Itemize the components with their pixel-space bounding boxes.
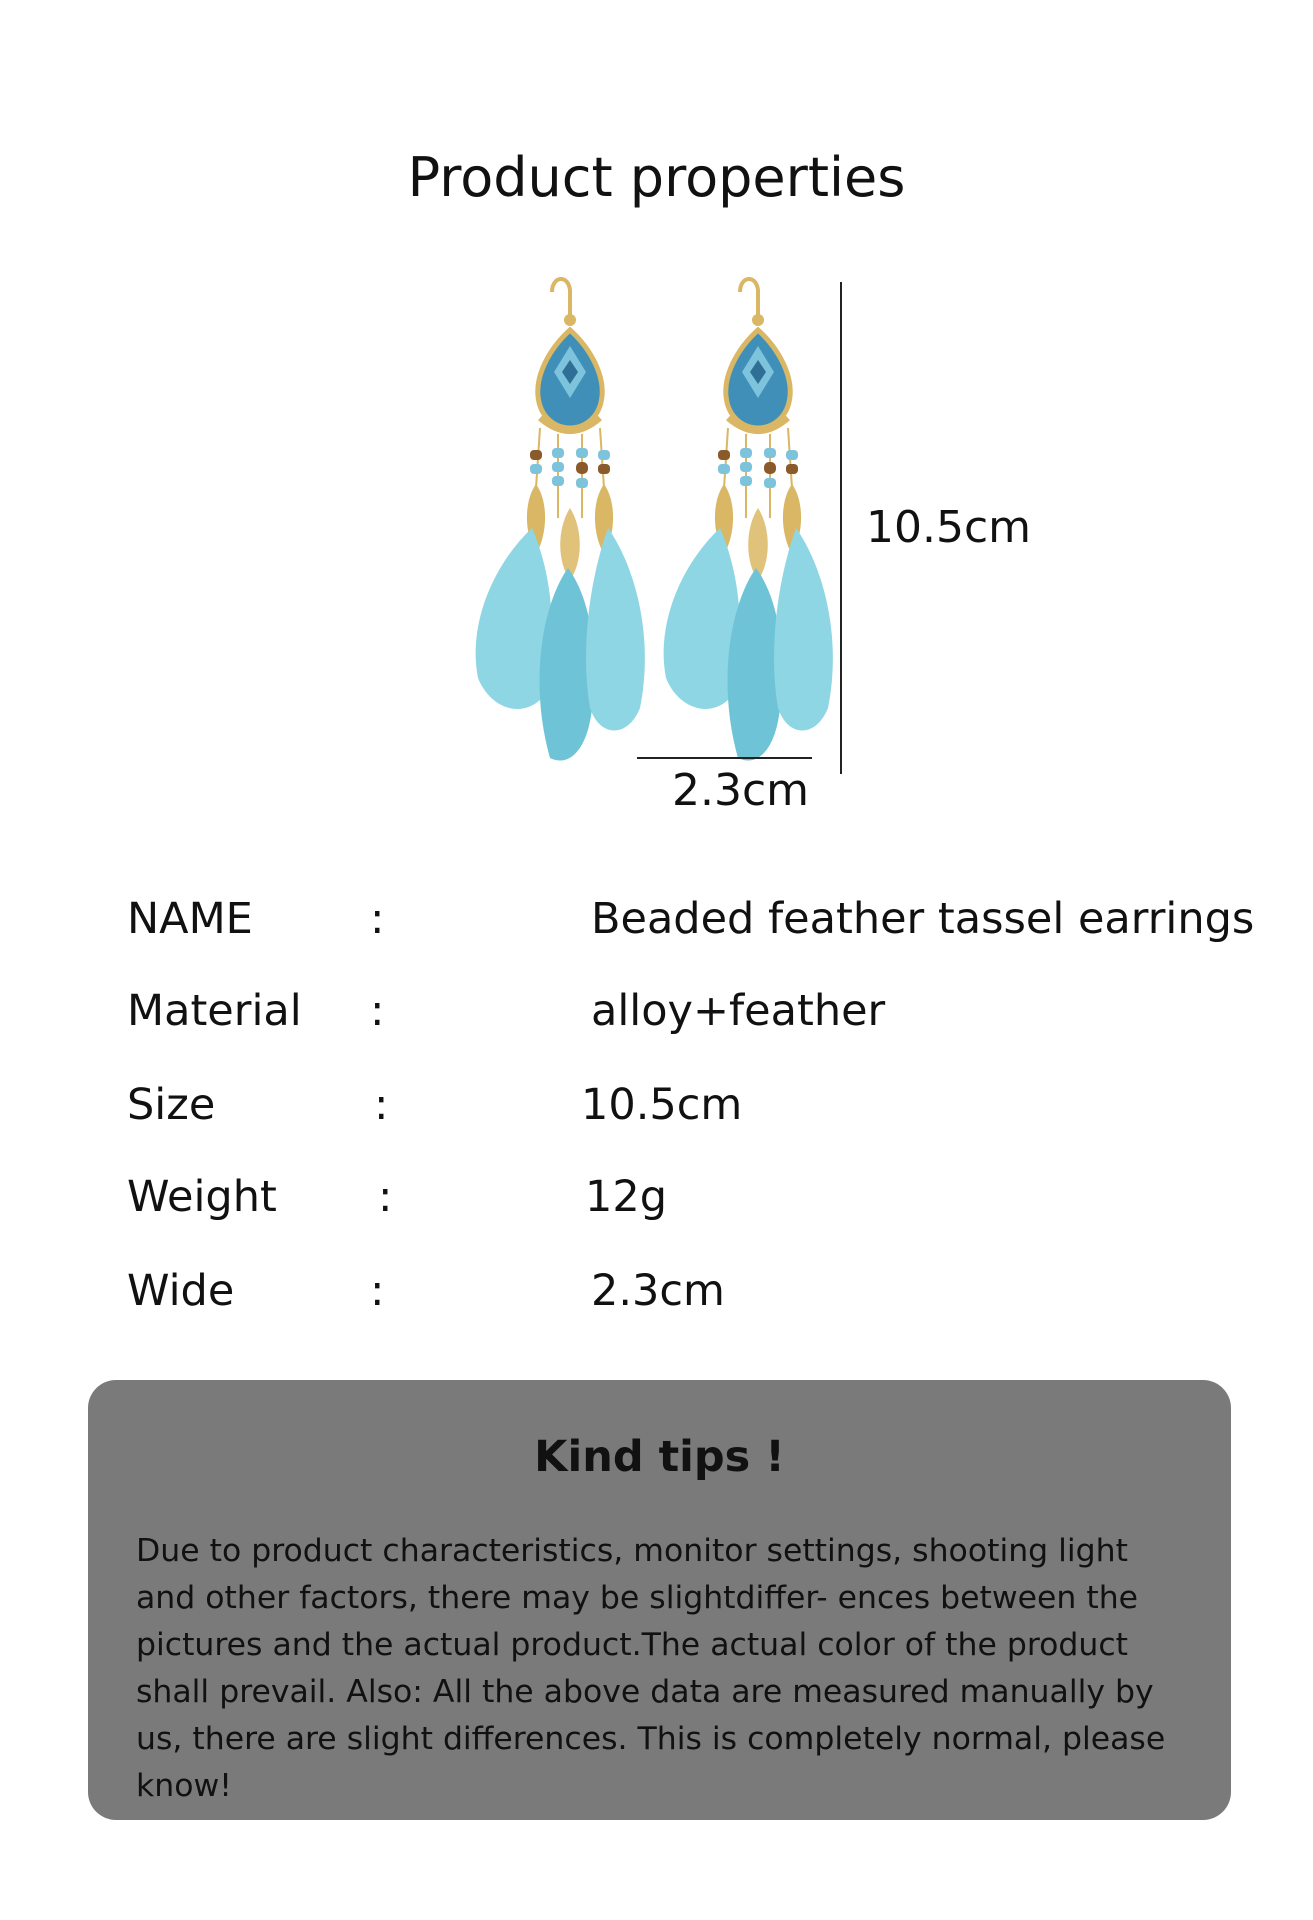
- property-separator: :: [370, 986, 385, 1036]
- width-dimension-label: 2.3cm: [672, 765, 810, 816]
- height-dimension-label: 10.5cm: [866, 502, 1032, 553]
- property-separator: :: [370, 894, 385, 944]
- property-label: NAME: [127, 894, 253, 944]
- property-value: 2.3cm: [591, 1266, 725, 1316]
- page-title: Product properties: [407, 146, 906, 209]
- kind-tips-body: Due to product characteristics, monitor settings, shooting light and other factors, there may be slightdiffer- ences between the pictures and the actual product.The actual color of the product shall prevail. Also: All the above data are measured manually by us, there are slight differences. This is completely normal, please know!: [136, 1533, 1166, 1804]
- feathers-left: [476, 528, 645, 761]
- kind-tips-title: Kind tips !: [534, 1432, 785, 1482]
- property-value: Beaded feather tassel earrings: [591, 894, 1255, 944]
- property-label: Wide: [127, 1266, 235, 1316]
- earring-right: [664, 279, 833, 761]
- height-dimension-line: [840, 282, 842, 774]
- property-separator: :: [374, 1080, 389, 1130]
- property-label: Material: [127, 986, 302, 1036]
- property-value: 10.5cm: [581, 1080, 743, 1130]
- property-label: Size: [127, 1080, 216, 1130]
- property-separator: :: [378, 1172, 393, 1222]
- property-separator: :: [370, 1266, 385, 1316]
- property-value: alloy+feather: [591, 986, 886, 1036]
- kind-tips-panel: [88, 1380, 1231, 1820]
- property-label: Weight: [127, 1172, 277, 1222]
- width-dimension-line: [637, 757, 812, 759]
- earring-left: [476, 279, 645, 761]
- property-value: 12g: [585, 1172, 668, 1222]
